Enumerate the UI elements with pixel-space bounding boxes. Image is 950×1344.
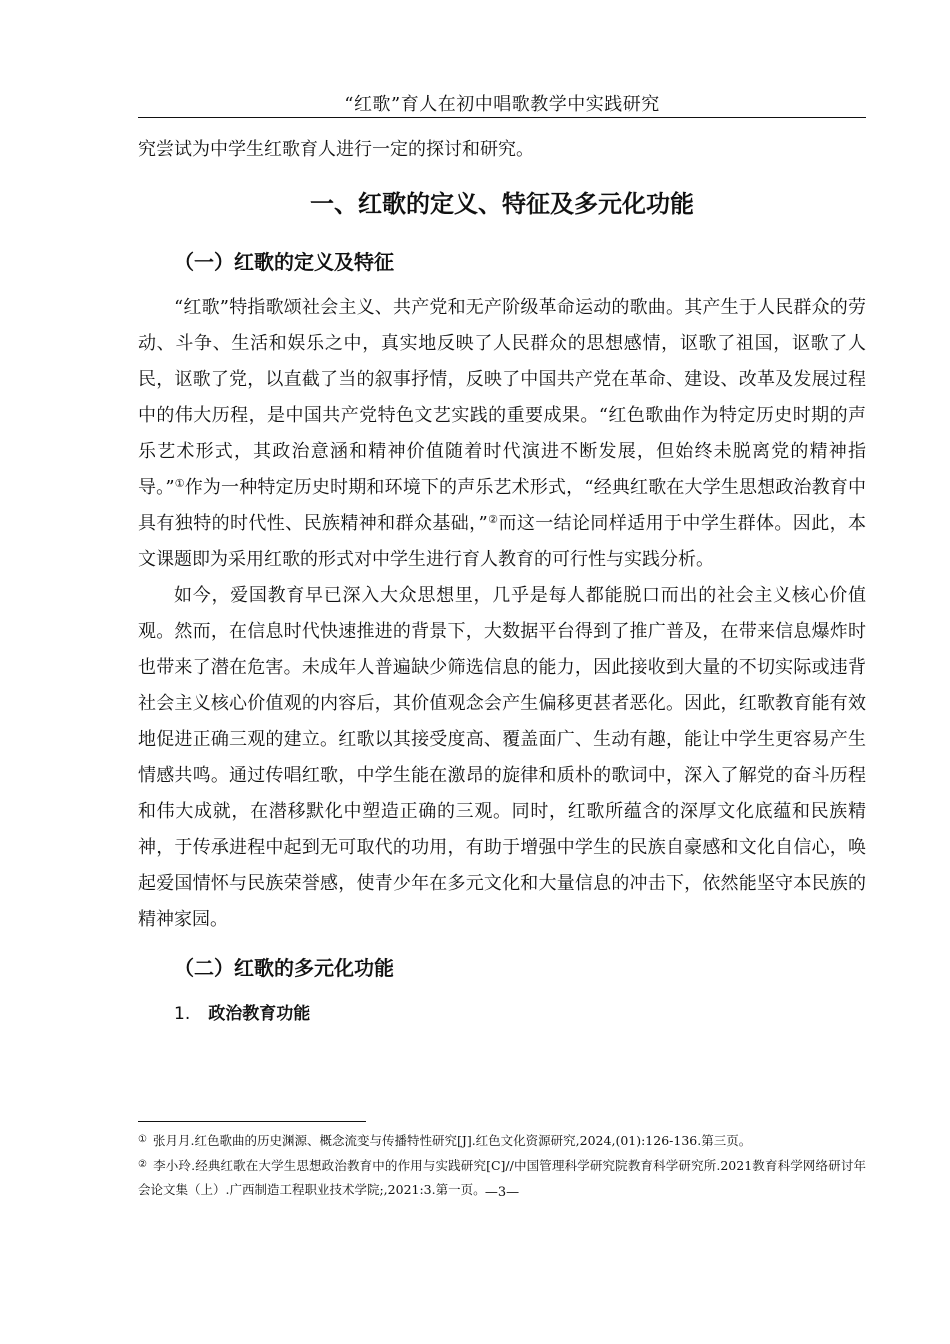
section-title-definition: （一）红歌的定义及特征 xyxy=(174,250,394,274)
header-rule xyxy=(138,117,866,118)
footnote-ref-1[interactable]: ① xyxy=(174,477,185,490)
page-body xyxy=(138,132,866,1032)
subsection-title-political xyxy=(174,996,866,1032)
continuation-paragraph: 究尝试为中学生红歌育人进行一定的探讨和研究。 xyxy=(138,139,534,160)
footnote-1 xyxy=(138,1128,866,1153)
section-title-functions: （二）红歌的多元化功能 xyxy=(174,956,394,980)
paragraph-text: “红歌”特指歌颂社会主义、共产党和无产阶级革命运动的歌曲。其产生于人民群众的劳动、斗争、生活和娱乐之中，真实地反映了人民群众的思想感情，讴歌了祖国，讴歌了人民，讴歌了党，以直截了当的叙事抒情，反映了中国共产党在革命、建设、改革及发展过程中的伟大历程，是中国共产党特色文艺实践的重要成果。“红色歌曲作为特定历史时期的声乐艺术形式，其政治意涵和精神价值随着时代演进不断发展，但始终未脱离党的精神指导。” xyxy=(138,297,866,498)
subsection-label: 政治教育功能 xyxy=(208,1004,311,1024)
footnote-text: 李小玲.经典红歌在大学生思想政治教育中的作用与实践研究[C]//中国管理科学研究院教育科学研究所.2021教育科学网络研讨年会论文集（上）.广西制造工程职业技术学院;,2021:3.第一页。 xyxy=(138,1158,866,1197)
footnote-rule xyxy=(138,1121,366,1122)
footnote-mark: ② xyxy=(138,1159,148,1170)
paragraph-text: 而这一结论同样适用于中学生群体。因此，本文课题即为采用红歌的形式对中学生进行育人教育的可行性与实践分析。 xyxy=(138,513,866,570)
subsection-number: 1. xyxy=(174,1004,191,1024)
footnote-text: 张月月.红色歌曲的历史渊源、概念流变与传播特性研究[J].红色文化资源研究,2024,(01):126-136.第三页。 xyxy=(152,1133,752,1148)
paragraph-patriotic-education: 如今，爱国教育早已深入大众思想里，几乎是每人都能脱口而出的社会主义核心价值观。然而，在信息时代快速推进的背景下，大数据平台得到了推广普及，在带来信息爆炸时也带来了潜在危害。未成年人普遍缺少筛选信息的能力，因此接收到大量的不切实际或违背社会主义核心价值观的内容后，其价值观念会产生偏移更甚者恶化。因此，红歌教育能有效地促进正确三观的建立。红歌以其接受度高、覆盖面广、生动有趣，能让中学生更容易产生情感共鸣。通过传唱红歌，中学生能在激昂的旋律和质朴的歌词中，深入了解党的奋斗历程和伟大成就，在潜移默化中塑造正确的三观。同时，红歌所蕴含的深厚文化底蕴和民族精神，于传承进程中起到无可取代的功用，有助于增强中学生的民族自豪感和文化自信心，唤起爱国情怀与民族荣誉感，使青少年在多元文化和大量信息的冲击下，依然能坚守本民族的精神家园。 xyxy=(138,585,866,930)
footnote-mark: ① xyxy=(138,1134,147,1145)
page-number: —3— xyxy=(484,1185,520,1200)
paragraph-text: 作为一种特定历史时期和环境下的声乐艺术形式，“经典红歌在大学生思想政治教育中具有独特的时代性、民族精神和群众基础，” xyxy=(138,477,866,534)
chapter-title: 一、红歌的定义、特征及多元化功能 xyxy=(310,190,694,218)
paragraph-definition xyxy=(138,290,866,578)
running-header: “红歌”育人在初中唱歌教学中实践研究 xyxy=(344,94,660,115)
footnote-ref-2[interactable]: ② xyxy=(487,513,499,526)
